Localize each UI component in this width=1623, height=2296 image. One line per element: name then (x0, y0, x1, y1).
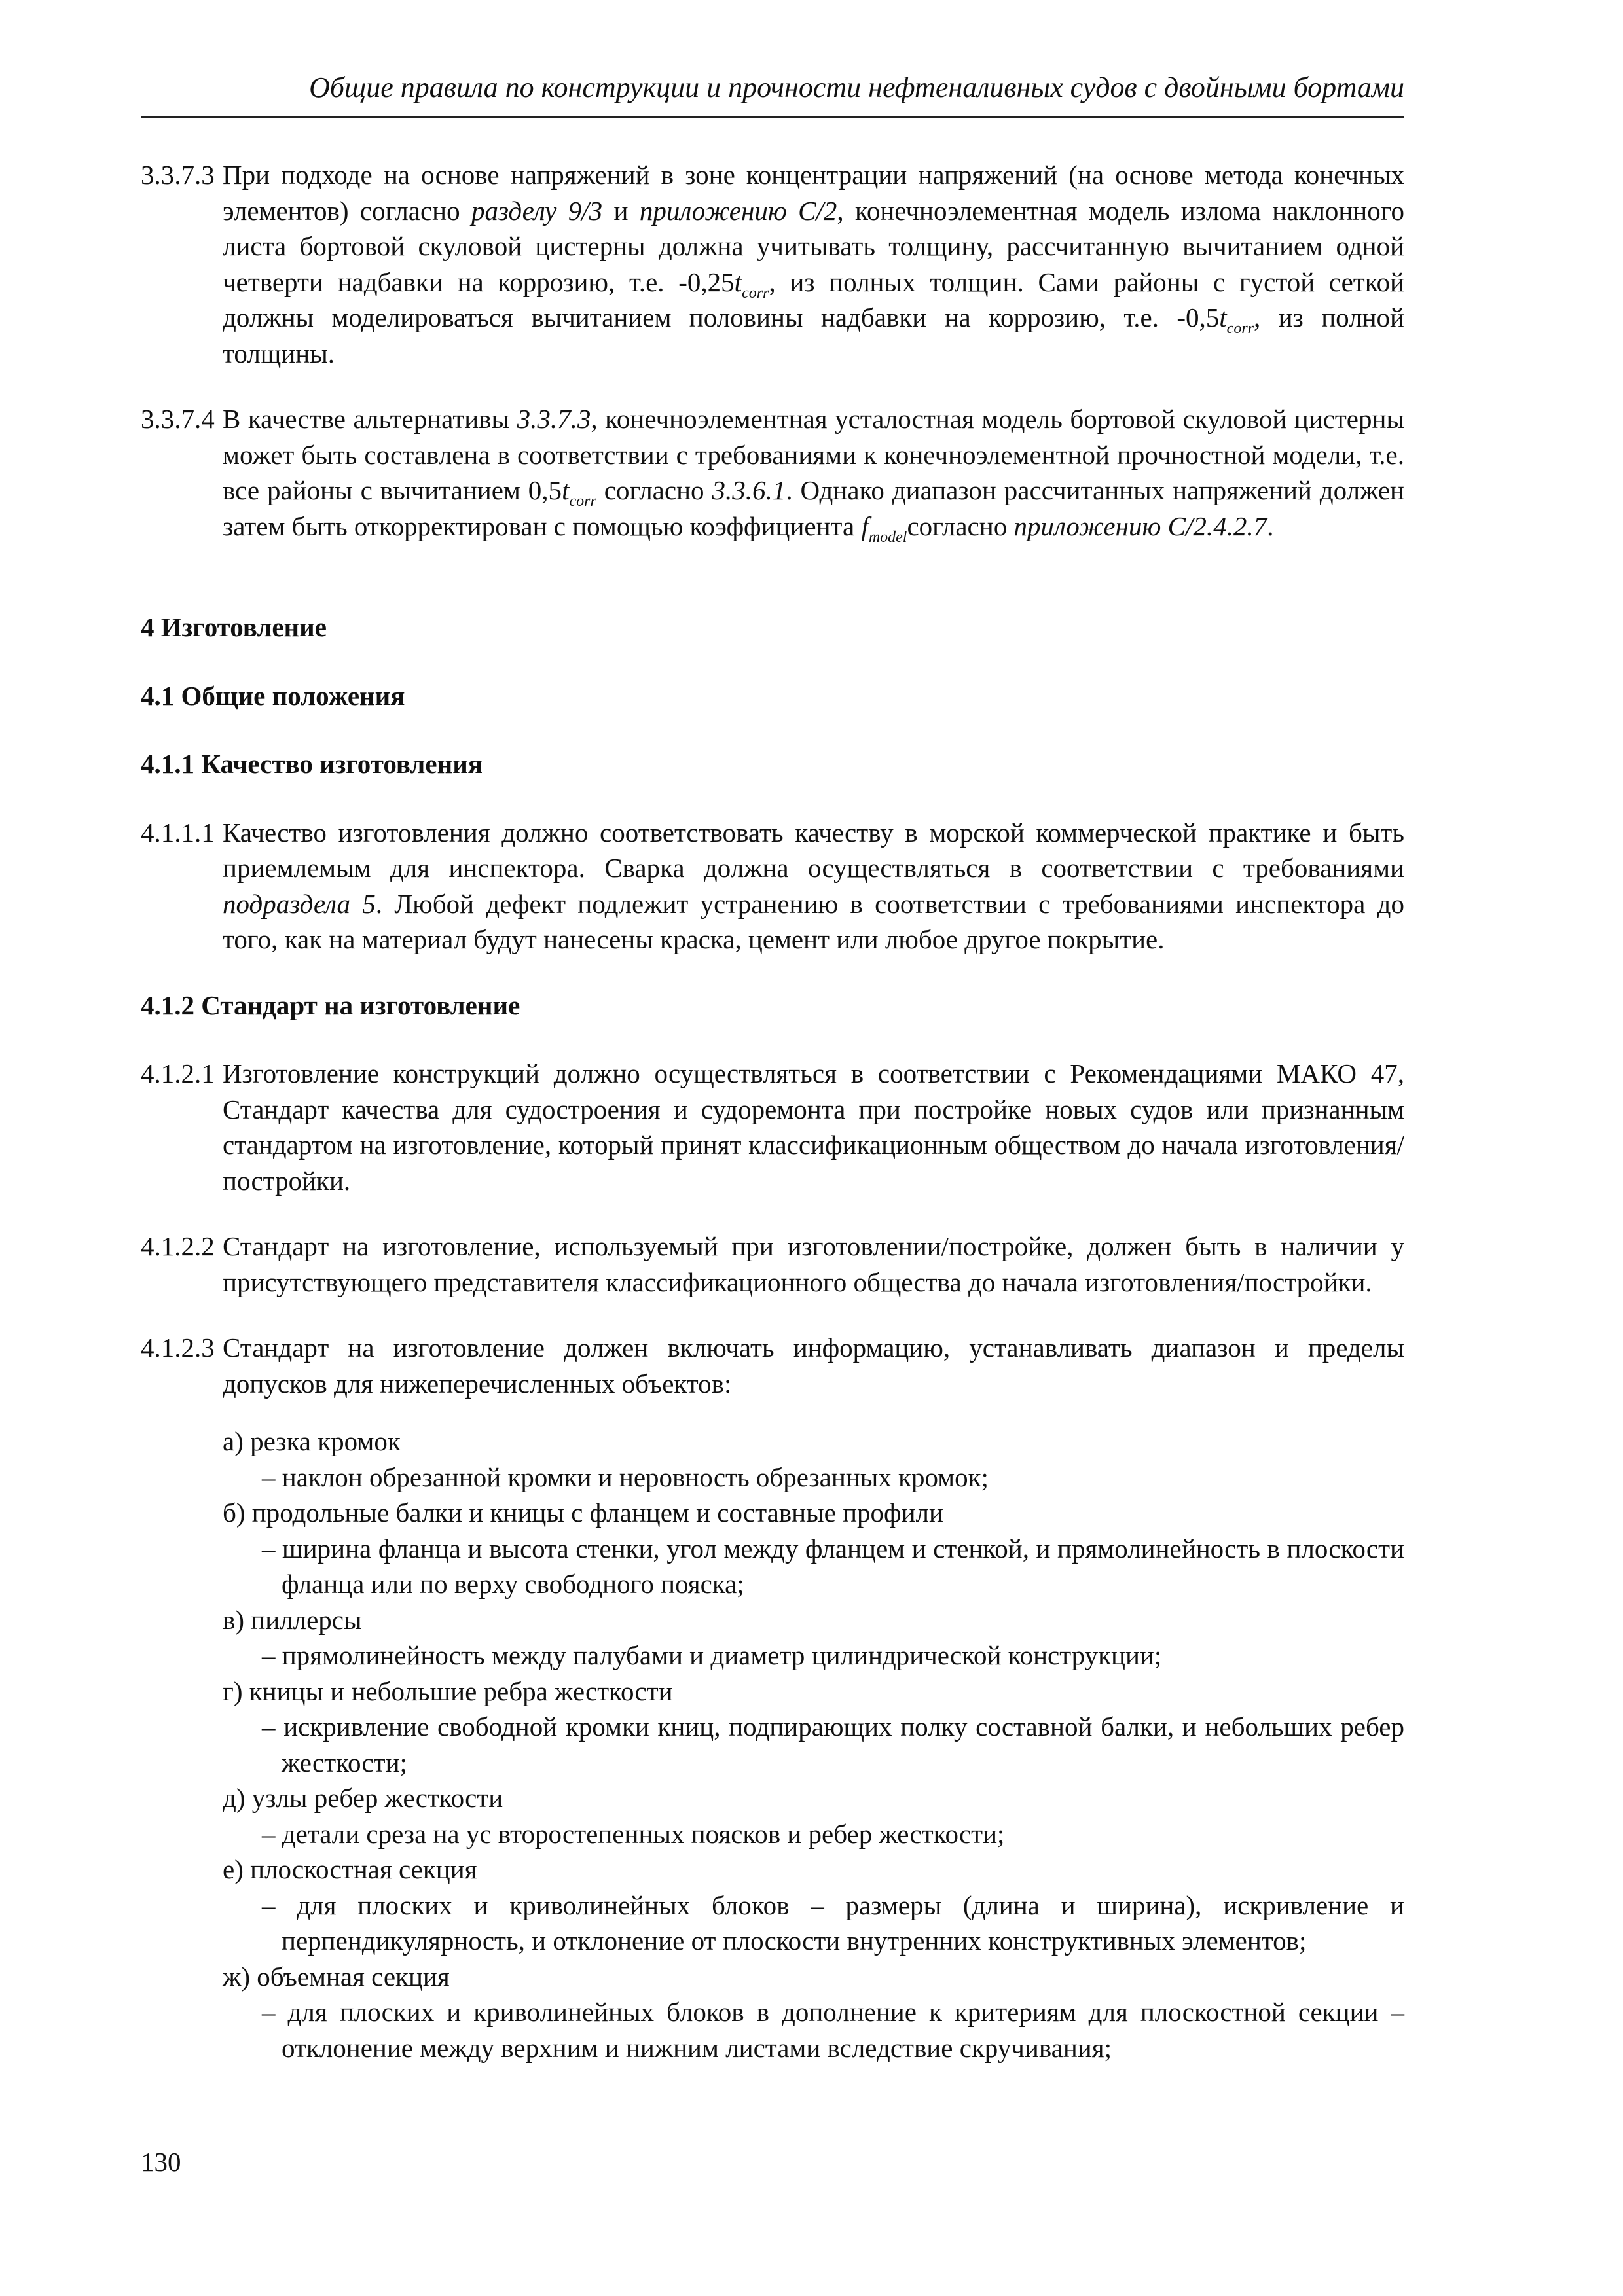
cross-reference-link[interactable]: 3.3.7.3 (517, 404, 591, 434)
paragraph-text: Стандарт на изготовление, используемый при изготовлении/постройке, должен быть в наличии у присутствующего представителя классификационного общества до начала изготовления/постройки. (223, 1231, 1404, 1297)
paragraph-text: Стандарт на изготовление должен включать информацию, устанавливать диапазон и пределы допусков для нижеперечисленных объектов: (223, 1333, 1404, 1399)
subscript-model: model (868, 528, 907, 546)
symbol-t: t (734, 266, 742, 297)
paragraph-3-3-7-4 (141, 401, 1404, 544)
paragraph-4-1-2-3 (141, 1330, 1404, 1401)
paragraph-4-1-1-1 (141, 815, 1404, 958)
paragraph-number: 4.1.1.1 (141, 817, 215, 848)
symbol-t: t (562, 475, 570, 505)
paragraph-4-1-2-1 (141, 1056, 1404, 1198)
symbol-f: f (861, 511, 869, 541)
list-item-detail: – наклон обрезанной кромки и неровность обрезанных кромок; (262, 1462, 989, 1492)
list-item-detail: – для плоских и криволинейных блоков – размеры (длина и ширина), искривление и перпендикулярность, и отклонение от плоскости внутренних конструктивных элементов; (262, 1890, 1404, 1956)
tolerance-list (141, 1424, 1404, 2066)
symbol-t: t (1219, 302, 1227, 332)
document-body (141, 157, 1404, 2066)
list-item-label: г) кницы и небольшие ребра жесткости (223, 1676, 673, 1706)
running-header: Общие правила по конструкции и прочности нефтеналивных судов с двойными бортами (309, 71, 1404, 103)
subscript-corr: corr (569, 493, 596, 510)
page-number: 130 (141, 2147, 181, 2177)
subscript-corr: corr (1226, 320, 1254, 337)
paragraph-text: В качестве альтернативы (223, 404, 510, 434)
paragraph-text: , конечноэлементная модель излома наклонного листа бортовой скуловой цистерны должна учитывать толщину, рассчитанную вычитанием одной четверти надбавки на коррозию, т.е. -0,25 (223, 195, 1404, 297)
paragraph-text: согласно (604, 475, 704, 505)
cross-reference-link[interactable]: приложению C/2 (639, 195, 837, 226)
cross-reference-link[interactable]: разделу 9/3 (471, 195, 603, 226)
paragraph-text: При подходе на основе напряжений в зоне концентрации напряжений (на основе метода конечных элементов) согласно (223, 160, 1404, 226)
paragraph-text: . Однако диапазон рассчитанных напряжений должен затем быть откорректирован с помощью коэффициента (223, 475, 1405, 541)
paragraph-text: , из полных толщин. Сами районы с густой сеткой должны моделироваться вычитанием половины надбавки на коррозию, т.е. -0,5 (223, 266, 1405, 332)
paragraph-3-3-7-3 (141, 157, 1404, 371)
cross-reference-link[interactable]: 3.3.6.1 (712, 475, 786, 505)
section-heading-4-1-1: 4.1.1 Качество изготовления (141, 749, 483, 779)
list-item-label: ж) объемная секция (223, 1961, 450, 1992)
paragraph-number: 4.1.2.2 (141, 1231, 215, 1261)
list-item-detail: – ширина фланца и высота стенки, угол между фланцем и стенкой, и прямолинейность в плоскости фланца или по верху свободного пояска; (262, 1533, 1404, 1599)
list-item-label: а) резка кромок (223, 1426, 401, 1456)
paragraph-text: и (613, 195, 629, 226)
subscript-corr: corr (742, 284, 769, 302)
paragraph-4-1-2-2 (141, 1229, 1404, 1300)
list-item-detail: – искривление свободной кромки книц, подпирающих полку составной балки, и небольших ребер жесткости; (262, 1712, 1404, 1778)
paragraph-text: Изготовление конструкций должно осуществляться в соответствии с Рекомендациями МАКО 47, Стандарт качества для судостроения и судоремонта при постройке новых судов или признанным стандартом на изготовление, который принят классификационным обществом до начала изготовления/постройки. (223, 1058, 1404, 1196)
list-item-detail: – для плоских и криволинейных блоков в дополнение к критериям для плоскостной секции – отклонение между верхним и нижним листами вследствие скручивания; (262, 1997, 1404, 2063)
paragraph-text: согласно (907, 511, 1008, 541)
paragraph-text: , из полной толщины. (223, 302, 1404, 368)
list-item-label: д) узлы ребер жесткости (223, 1783, 503, 1813)
paragraph-text: Качество изготовления должно соответствовать качеству в морской коммерческой практике и быть приемлемым для инспектора. Сварка должна осуществляться в соответствии с требованиями (223, 817, 1404, 883)
list-item-detail: – детали среза на ус второстепенных поясков и ребер жесткости; (262, 1818, 1005, 1849)
paragraph-number: 3.3.7.4 (141, 404, 215, 434)
list-item-label: е) плоскостная секция (223, 1854, 477, 1884)
paragraph-number: 4.1.2.3 (141, 1333, 215, 1363)
list-item-label: в) пиллерсы (223, 1604, 362, 1635)
section-heading-4-1: 4.1 Общие положения (141, 680, 405, 711)
cross-reference-link[interactable]: приложению C/2.4.2.7 (1013, 511, 1267, 541)
paragraph-text: . Любой дефект подлежит устранению в соответствии с требованиями инспектора до того, как на материал будут нанесены краска, цемент или любое другое покрытие. (223, 888, 1404, 954)
header-divider (141, 116, 1404, 118)
paragraph-number: 3.3.7.3 (141, 160, 215, 190)
paragraph-text: . (1267, 511, 1274, 541)
list-item-detail: – прямолинейность между палубами и диаметр цилиндрической конструкции; (262, 1640, 1162, 1670)
section-heading-4: 4 Изготовление (141, 612, 327, 642)
paragraph-number: 4.1.2.1 (141, 1058, 215, 1088)
paragraph-text: , конечноэлементная усталостная модель бортовой скуловой цистерны может быть составлена в соответствии с требованиями к конечноэлементной прочностной модели, т.е. все районы с вычитанием 0,5 (223, 404, 1404, 505)
cross-reference-link[interactable]: подраздела 5 (223, 888, 376, 919)
section-heading-4-1-2: 4.1.2 Стандарт на изготовление (141, 990, 520, 1020)
list-item-label: б) продольные балки и кницы с фланцем и составные профили (223, 1498, 943, 1528)
